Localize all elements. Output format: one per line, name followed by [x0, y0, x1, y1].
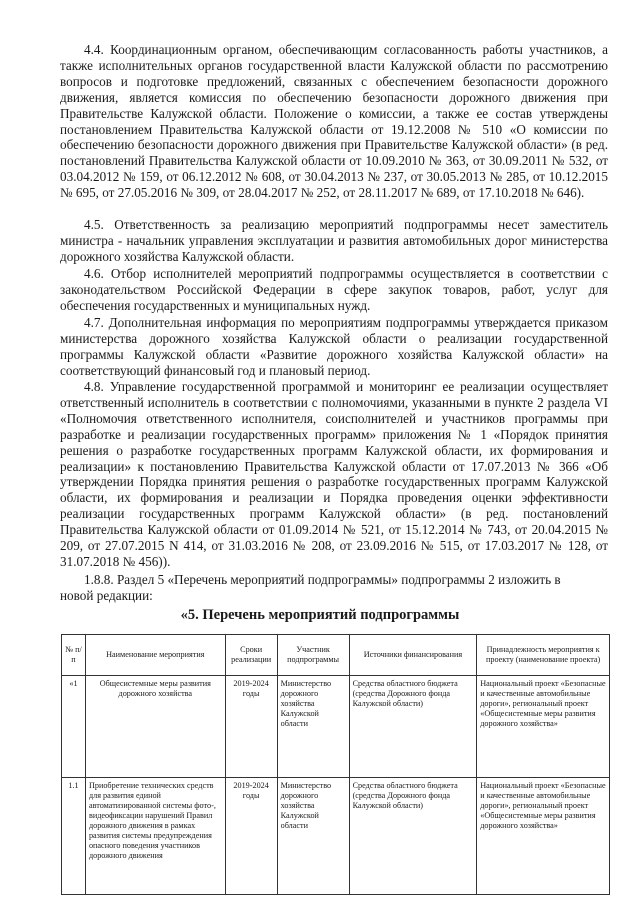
cell-source: Средства областного бюджета (средства Дорожного фонда Калужской области): [349, 676, 477, 778]
cell-name: Общесистемные меры развития дорожного хозяйства: [85, 676, 225, 778]
paragraph-4-4: 4.4. Координационным органом, обеспечивающим согласованность работы участников, а также исполнительных органов государственной власти Калужской области по рассмотрению вопросов и подготовке предложений, связанных с обеспечением безопасности дорожного движения, является комиссия по обеспечению безопасности дорожного движения при Правительстве Калужской области. Положение о комиссии, а также ее состав утверждены постановлением Правительства Калужской области от 19.12.2008 № 510 «О комиссии по обеспечению безопасности дорожного движения при Правительстве Калужской области» (в ред. постановлений Правительства Калужской области от 10.09.2010 № 363, от 30.09.2011 № 532, от 03.04.2012 № 159, от 06.12.2012 № 608, от 30.04.2013 № 237, от 30.05.2013 № 285, от 10.12.2015 № 695, от 27.05.2016 № 309, от 28.04.2017 № 252, от 28.11.2017 № 689, от 17.10.2018 № 646).: [60, 42, 608, 201]
cell-term: 2019-2024 годы: [225, 778, 277, 895]
measures-table: [61, 634, 610, 895]
paragraph-4-6: 4.6. Отбор исполнителей мероприятий подпрограммы осуществляется в соответствии с законодательством Российской Федерации в сфере закупок товаров, работ, услуг для обеспечения государственных и муниципальных нужд.: [60, 266, 608, 313]
paragraph-4-5: 4.5. Ответственность за реализацию мероприятий подпрограммы несет заместитель министра - начальник управления эксплуатации и развития автомобильных дорог министерства дорожного хозяйства Калужской области.: [60, 217, 608, 264]
paragraph-new-edition: новой редакции:: [60, 588, 153, 603]
header-source: Источники финансирования: [349, 635, 477, 676]
cell-project: Национальный проект «Безопасные и качественные автомобильные дороги», региональный проект «Общесистемные меры развития дорожного хозяйства»: [477, 676, 610, 778]
table-row: [62, 676, 610, 778]
header-term: Сроки реализации: [225, 635, 277, 676]
cell-name: Приобретение технических средств для развития единой автоматизированной системы фото-, видеофиксации нарушений Правил дорожного движения в рамках развития системы предупреждения опасного поведения участников дорожного движения: [85, 778, 225, 895]
header-project: Принадлежность мероприятия к проекту (наименование проекта): [477, 635, 610, 676]
header-num: № п/п: [62, 635, 86, 676]
header-name: Наименование мероприятия: [85, 635, 225, 676]
cell-project: Национальный проект «Безопасные и качественные автомобильные дороги», региональный проект «Общесистемные меры развития дорожного хозяйства»: [477, 778, 610, 895]
section-heading: «5. Перечень мероприятий подпрограммы: [180, 607, 460, 623]
table-header-row: [62, 635, 610, 676]
cell-num: «1: [62, 676, 86, 778]
cell-num: 1.1: [62, 778, 86, 895]
paragraph-4-7: 4.7. Дополнительная информация по мероприятиям подпрограммы утверждается приказом министерства дорожного хозяйства Калужской области о реализации государственной программы Калужской области «Развитие дорожного хозяйства Калужской области» на соответствующий финансовый год и плановый период.: [60, 315, 608, 378]
paragraph-4-8: 4.8. Управление государственной программой и мониторинг ее реализации осуществляет ответственный исполнитель в соответствии с полномочиями, указанными в пункте 2 раздела VI «Полномочия ответственного исполнителя, соисполнителей и участников программы при разработке и реализации государственных программ» приложения № 1 «Порядок принятия решения о разработке государственных программ Калужской области, их формирования и реализации» к постановлению Правительства Калужской области от 17.07.2013 № 366 «Об утверждении Порядка принятия решения о разработке государственных программ Калужской области, их формирования и реализации и Порядка проведения оценки эффективности реализации государственных программ Калужской области» (в ред. постановлений Правительства Калужской области от 01.09.2014 № 521, от 15.12.2014 № 743, от 20.04.2015 № 209, от 27.07.2015 N 414, от 31.03.2016 № 208, от 23.09.2016 № 515, от 17.03.2017 № 128, от 31.07.2018 № 456)).: [60, 379, 608, 569]
cell-term: 2019-2024 годы: [225, 676, 277, 778]
table-row: [62, 778, 610, 895]
cell-participant: Министерство дорожного хозяйства Калужской области: [277, 778, 349, 895]
paragraph-1-8-8: 1.8.8. Раздел 5 «Перечень мероприятий подпрограммы» подпрограммы 2 изложить в: [84, 572, 561, 587]
cell-participant: Министерство дорожного хозяйства Калужской области: [277, 676, 349, 778]
cell-source: Средства областного бюджета (средства Дорожного фонда Калужской области): [349, 778, 477, 895]
header-participant: Участник подпрограммы: [277, 635, 349, 676]
